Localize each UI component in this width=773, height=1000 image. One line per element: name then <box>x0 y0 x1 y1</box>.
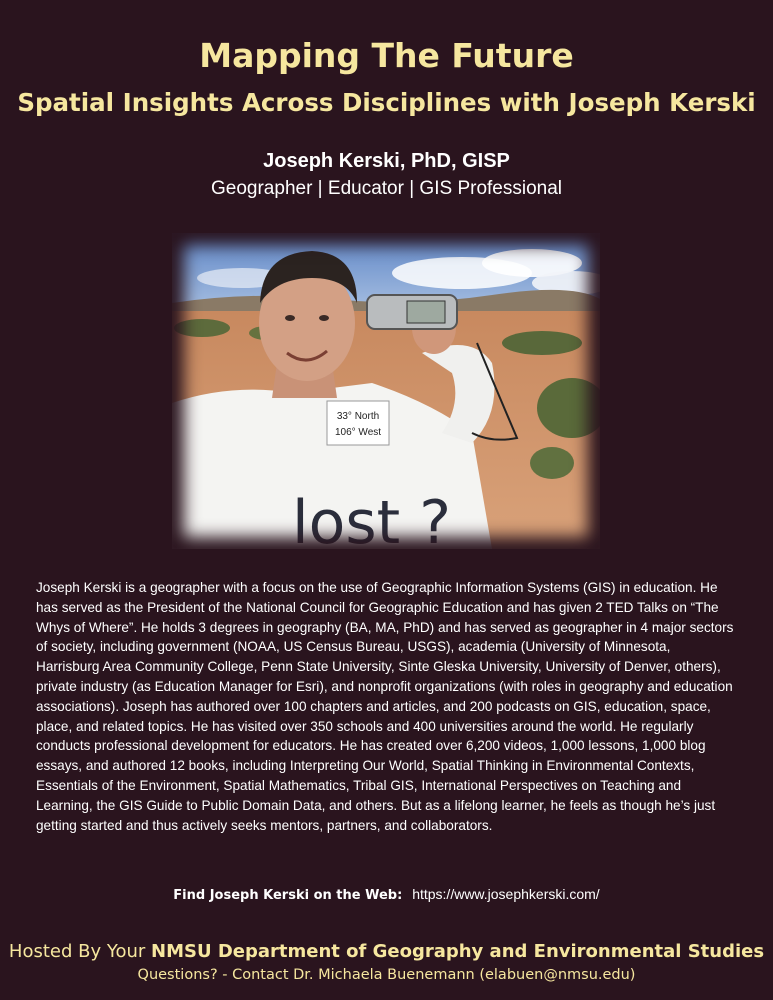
flyer-subtitle: Spatial Insights Across Disciplines with Joseph Kerski <box>17 88 756 117</box>
speaker-roles: Geographer | Educator | GIS Professional <box>211 178 562 199</box>
host-line <box>0 941 773 962</box>
badge-line2: 106° West <box>334 427 382 438</box>
shirt-text: lost ? <box>292 488 452 549</box>
host-organization: NMSU Department of Geography and Environmental Studies <box>151 941 765 962</box>
speaker-name: Joseph Kerski, PhD, GISP <box>263 150 510 172</box>
badge-line1: 33° North <box>336 411 380 422</box>
web-label: Find Joseph Kerski on the Web: <box>173 888 403 903</box>
host-prefix: Hosted By Your <box>8 941 151 962</box>
speaker-photo <box>172 233 600 549</box>
website-link[interactable]: https://www.josephkerski.com/ <box>412 886 600 902</box>
flyer-title: Mapping The Future <box>199 36 574 75</box>
contact-line: Questions? - Contact Dr. Michaela Buenemann (elabuen@nmsu.edu) <box>137 967 636 983</box>
web-line <box>0 886 773 903</box>
speaker-bio: Joseph Kerski is a geographer with a focus on the use of Geographic Information Systems (GIS) in education. He has served as the President of the National Council for Geographic Education and has given 2 TED Talks on “The Whys of Where”. He holds 3 degrees in geography (BA, MA, PhD) and has served as geographer in 4 major sectors of society, including government (NOAA, US Census Bureau, USGS), academia (University of Minnesota, Harrisburg Area Community College, Penn State University, Sinte Gleska University, University of Denver, others), private industry (as Education Manager for Esri), and nonprofit organizations (with roles in geography and education associations). Joseph has authored over 100 chapters and articles, and 200 podcasts on GIS, education, space, place, and related topics. He has visited over 350 schools and 400 universities around the world. He regularly conducts professional development for educators. He has created over 6,200 videos, 1,000 lessons, 1,000 blog essays, and authored 12 books, including Interpreting Our World, Spatial Thinking in Environmental Contexts, Essentials of the Environment, Spatial Mathematics, Tribal GIS, International Perspectives on Teaching and Learning, the GIS Guide to Public Domain Data, and others. But as a lifelong learner, he feels as though he’s just getting started and thus actively seeks mentors, partners, and collaborators. <box>36 580 734 833</box>
